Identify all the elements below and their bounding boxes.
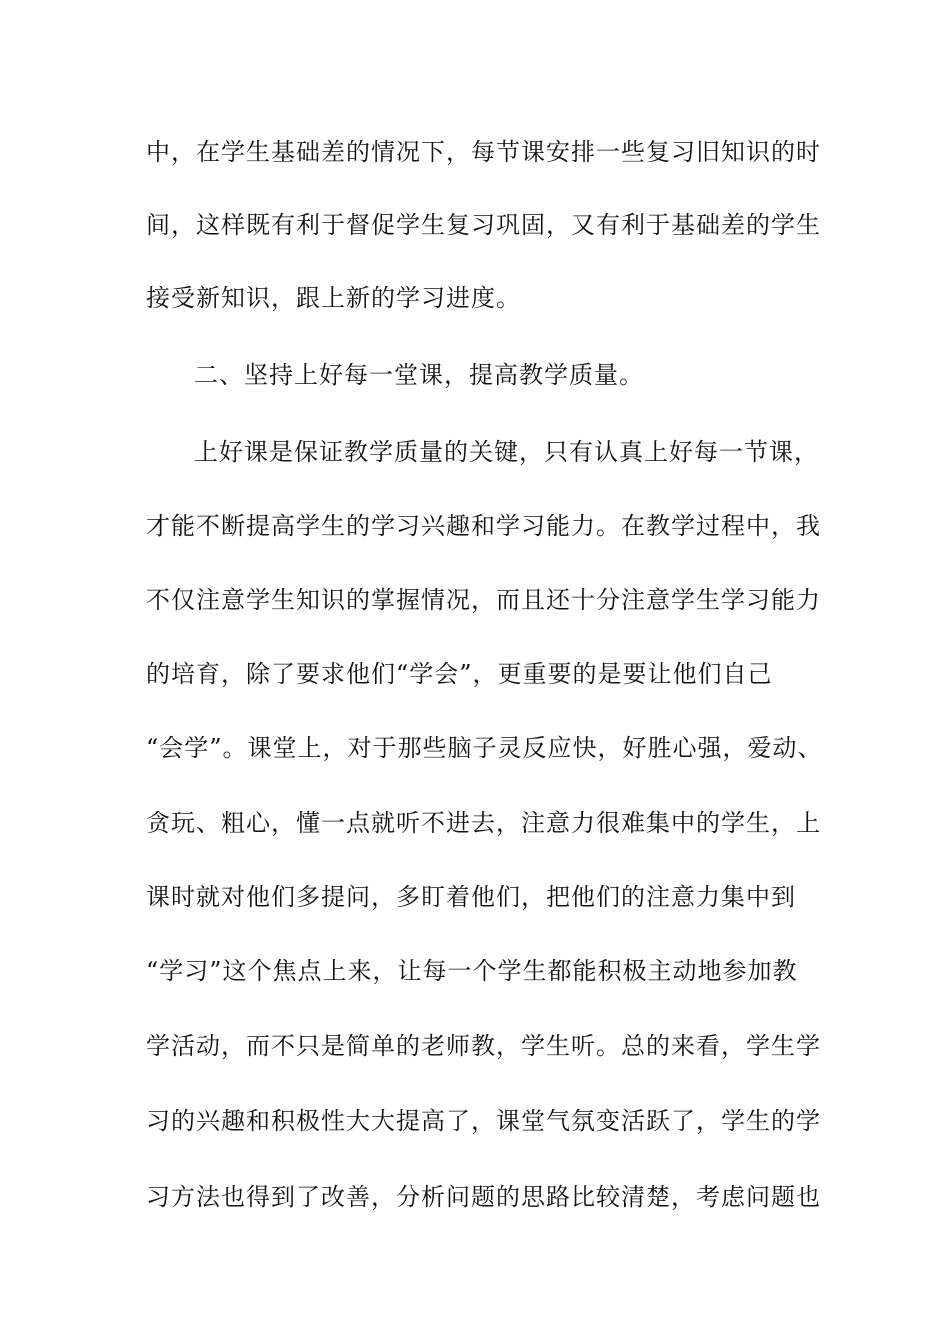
text-line: 习的兴趣和积极性大大提高了，课堂气氛变活跃了，学生的学 xyxy=(146,1107,821,1135)
text-line: 中，在学生基础差的情况下，每节课安排一些复习旧知识的时 xyxy=(146,138,821,166)
text-line: “会学”。课堂上，对于那些脑子灵反应快，好胜心强，爱动、 xyxy=(146,734,823,762)
text-line: 课时就对他们多提问，多盯着他们，把他们的注意力集中到 xyxy=(146,883,796,911)
text-line: 才能不断提高学生的学习兴趣和学习能力。在教学过程中，我 xyxy=(146,512,821,540)
section-heading: 二、坚持上好每一堂课，提高教学质量。 xyxy=(194,361,644,389)
text-line: 贪玩、粗心，懂一点就听不进去，注意力很难集中的学生，上 xyxy=(146,809,821,837)
text-line: 上好课是保证教学质量的关键，只有认真上好每一节课， xyxy=(194,438,819,466)
text-line: 接受新知识，跟上新的学习进度。 xyxy=(146,284,521,312)
text-line: “学习”这个焦点上来，让每一个学生都能积极主动地参加教 xyxy=(146,957,798,985)
text-line: 的培育，除了要求他们“学会”，更重要的是要让他们自己 xyxy=(146,660,773,688)
text-line: 间，这样既有利于督促学生复习巩固，又有利于基础差的学生 xyxy=(146,211,821,239)
text-line: 学活动，而不只是简单的老师教，学生听。总的来看，学生学 xyxy=(146,1032,821,1060)
text-line: 不仅注意学生知识的掌握情况，而且还十分注意学生学习能力 xyxy=(146,586,821,614)
text-line: 习方法也得到了改善，分析问题的思路比较清楚，考虑问题也 xyxy=(146,1183,821,1211)
